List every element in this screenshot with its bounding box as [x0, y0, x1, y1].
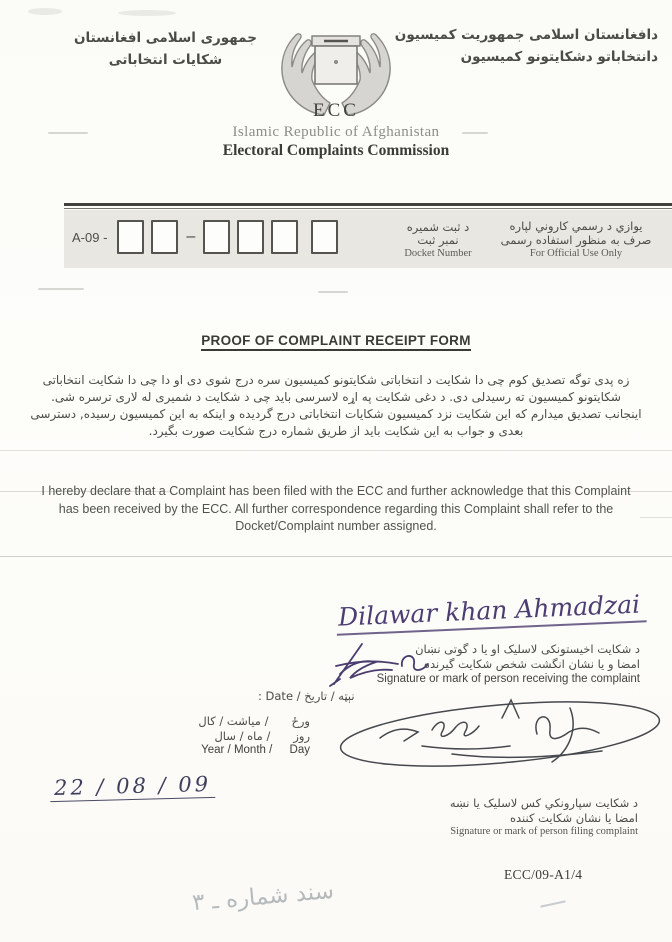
ecc-hands-ballot-logo: [268, 12, 404, 120]
handwritten-date: 22 / 08 / 09: [50, 772, 216, 800]
docket-digit-box: [271, 220, 298, 254]
docket-digit-box: [311, 220, 338, 254]
official-use-label: [496, 219, 656, 261]
filing-signature-scribble: [332, 678, 672, 782]
receiving-label-english: Signature or mark of person receiving the complaint: [376, 673, 640, 685]
ymd-pashto: ورځ / میاشت / کال: [198, 714, 310, 728]
year-month-day-labels: [152, 714, 310, 758]
ballot-box-icon: [312, 36, 360, 84]
scan-smudge: [28, 8, 62, 15]
ymd-english: Year / Month / Day: [201, 744, 310, 756]
filing-label-pashto: د شکایت سپارونکي کس لاسلیک یا نښه: [449, 796, 638, 810]
docket-digit-box: [151, 220, 178, 254]
header-english-country: Islamic Republic of Afghanistan: [232, 124, 440, 140]
receiving-label-dari: امضا و یا نشان انگشت شخص شکایت گیرنده: [423, 657, 640, 671]
scan-smudge: [118, 10, 176, 16]
scan-artifact-line: [0, 556, 672, 557]
handwritten-pencil-note: سند شماره ـ ۳: [191, 877, 335, 917]
declaration-english: I hereby declare that a Complaint has been filed with the ECC and further acknowledge that this Complaint has been received by the ECC. All further correspondence regarding this Complaint shall refer to the Docket/Complaint number assigned.: [41, 484, 631, 533]
scan-artifact-dash: [318, 291, 348, 293]
docket-digit-box: [237, 220, 264, 254]
form-title: PROOF OF COMPLAINT RECEIPT FORM: [0, 333, 672, 348]
scan-artifact-line: [0, 450, 672, 451]
declaration-dari: اینجانب تصدیق میدارم که این شکایت نزد کمیسیون شکایات انتخاباتی درج گردیده و اینکه به این کمیسیون رسیده, دسترسی بعدی و جواب به این شکایت باید از طریق شماره درج شکایت صورت بگیرد.: [30, 407, 642, 438]
docket-separator: –: [186, 228, 196, 245]
declaration-pashto: زه پدی توگه تصدیق کوم چی دا شکایت د انتخاباتی شکایتونو کمیسیون سره درج شوی دی او دا چی دا شکایت انتخاباتی شکایتونو کمیسیون ته رسیدلی دی. د دغی شکایت په اړه لاسرسی باید چی د شکایت د شمیری له لاری ترسره شی.: [42, 373, 630, 404]
declaration-paragraph-local: [28, 372, 644, 440]
docket-prefix: A-09 -: [72, 229, 108, 245]
header-pashto-title: [395, 24, 658, 68]
official-use-pashto: یوازي د رسمي کاروني لپاره: [509, 219, 643, 233]
official-use-dari: صرف به منظور استفاده رسمی: [500, 233, 652, 247]
docket-digit-box: [203, 220, 230, 254]
receiving-label-pashto: د شکایت اخیستونکی لاسلیک او یا د گوتی نښان: [415, 642, 640, 656]
scan-artifact-line: [640, 517, 672, 518]
header-english-commission: Electoral Complaints Commission: [222, 142, 450, 159]
filing-label-dari: امضا یا نشان شکایت کننده: [509, 810, 638, 825]
header-pashto-line2: دانتخاباتو دشکایتونو کمیسیون: [460, 49, 658, 65]
docket-digit-box: [117, 220, 144, 254]
ymd-dari: روز / ماه / سال: [214, 728, 310, 743]
header-dari-line2: شکایات انتخاباتی: [108, 52, 223, 68]
official-use-english: For Official Use Only: [529, 248, 623, 259]
header-pashto-line1: دافغانستان اسلامی جمهوریت کمیسیون: [394, 27, 658, 43]
docket-label-pashto: د ثبت شمیره: [406, 220, 470, 234]
logo-ecc-text: ECC: [313, 100, 359, 120]
docket-rule-thick: [64, 203, 672, 206]
scan-artifact-dash: [462, 132, 488, 134]
filing-label-english: Signature or mark of person filing complaint: [450, 826, 638, 837]
handwritten-receiver-name: Dilawar khan Ahmadzai: [336, 589, 647, 632]
header-dari-title: [74, 27, 257, 71]
docket-label-dari: نمبر ثبت: [417, 233, 459, 247]
docket-label-english: Docket Number: [404, 248, 472, 259]
docket-number-row: [72, 220, 338, 254]
filing-signature-label: [450, 796, 638, 840]
docket-rule-thin: [64, 208, 672, 209]
date-label: نېټه / تاریخ / Date :: [258, 689, 355, 703]
docket-number-label: [388, 221, 488, 260]
pencil-mark: [540, 900, 566, 907]
scan-artifact-dash: [48, 132, 88, 134]
header-dari-line1: جمهوری اسلامی افغانستان: [74, 30, 257, 46]
scan-artifact-dash: [38, 288, 84, 290]
form-code: ECC/09-A1/4: [504, 867, 583, 882]
